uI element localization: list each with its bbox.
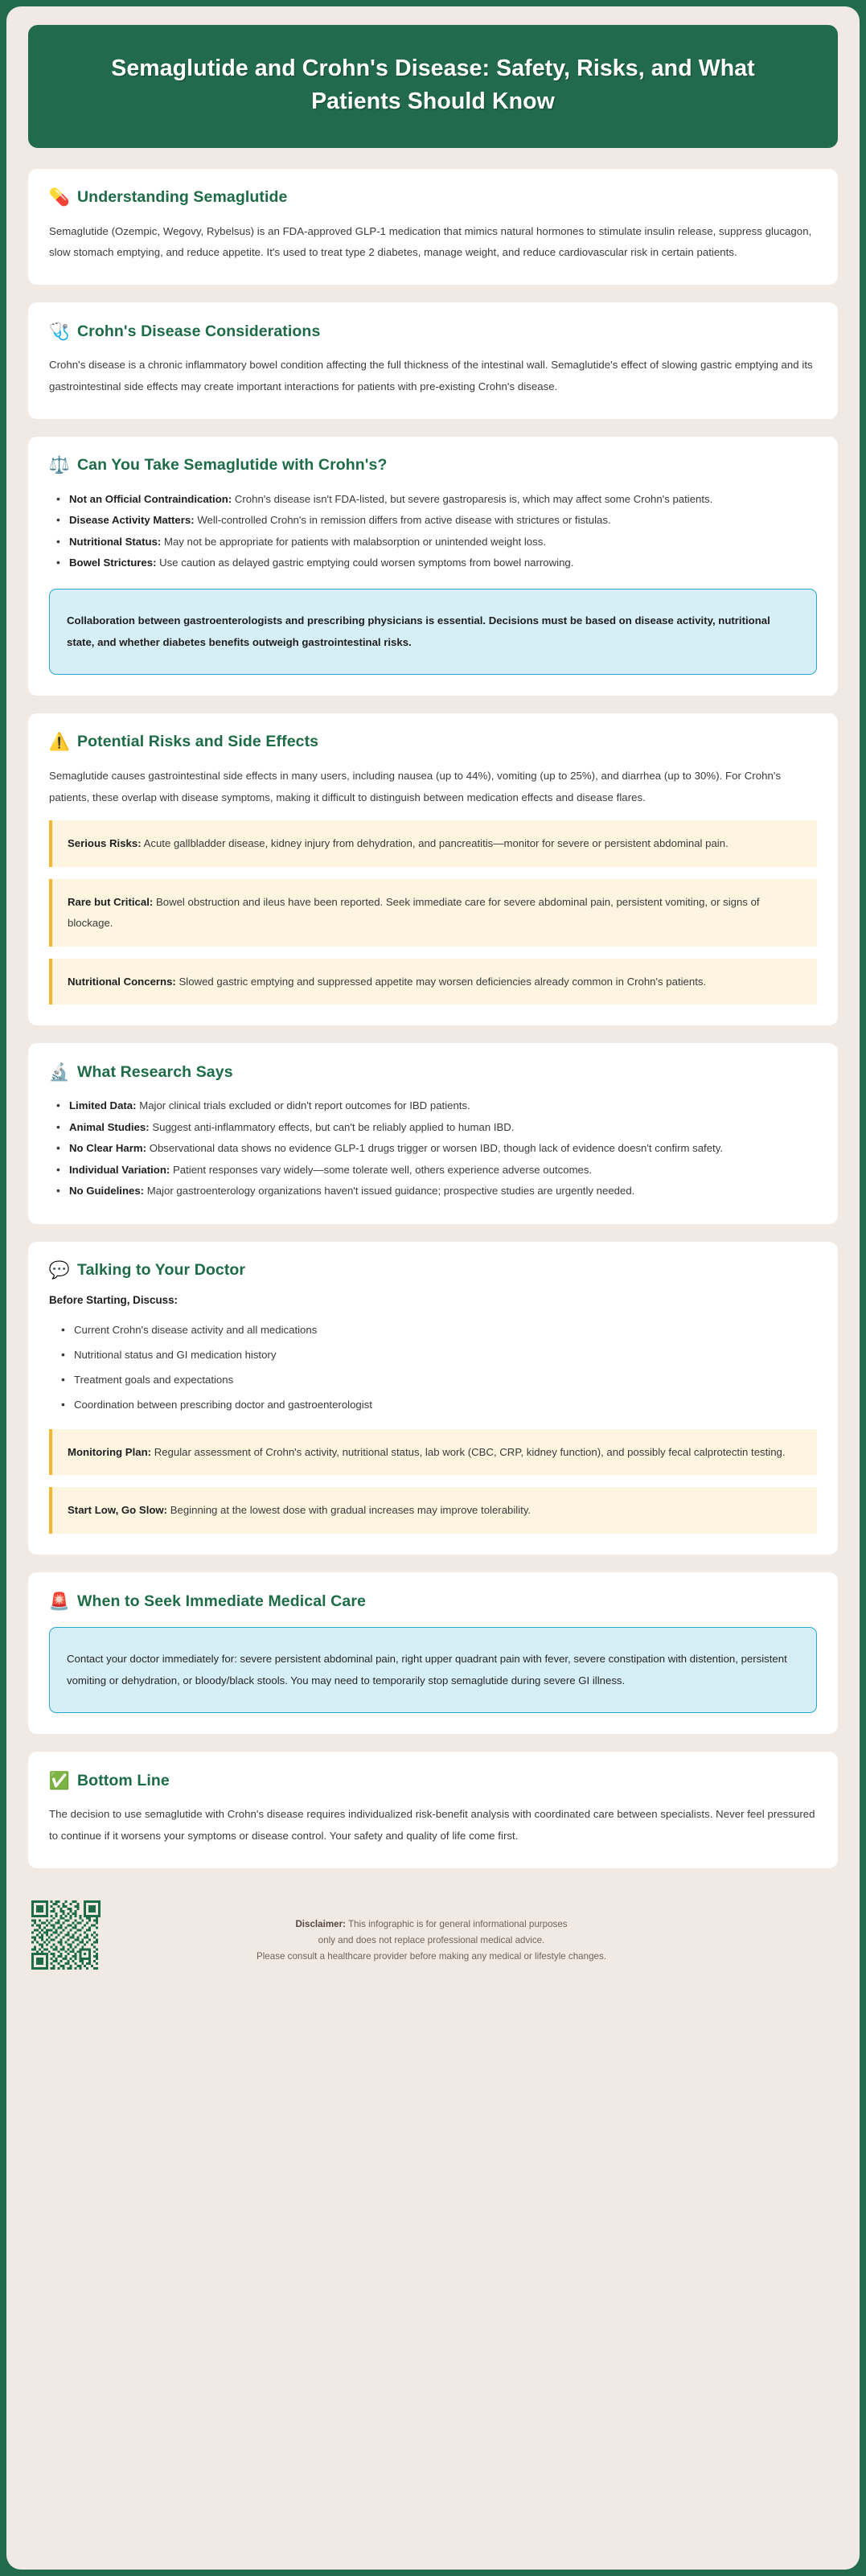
section-title: Understanding Semaglutide (77, 188, 288, 207)
list-item-label: Individual Variation: (69, 1163, 170, 1176)
collaboration-callout: Collaboration between gastroenterologists and prescribing physicians is essential. Decisions must be based on disease activity, nutritional state, and whether diabetes benefits outweigh gastrointestinal risks. (49, 589, 817, 675)
section-bottom-line (28, 1752, 838, 1868)
note-rare-but-critical (49, 879, 817, 946)
section-understanding-semaglutide (28, 169, 838, 286)
disclaimer (101, 1900, 835, 1965)
section-title: Bottom Line (77, 1771, 170, 1789)
disclaimer-line-1: This infographic is for general informational purposes (345, 1918, 568, 1929)
section-title: Crohn's Disease Considerations (77, 322, 321, 340)
section-crohns-considerations (28, 302, 838, 419)
note-label: Serious Risks: (68, 837, 142, 850)
subsection-heading: Before Starting, Discuss: (49, 1293, 178, 1306)
section-can-you-take (28, 437, 838, 696)
note-label: Nutritional Concerns: (68, 975, 176, 988)
section-header (49, 455, 817, 476)
list-item (49, 1181, 817, 1201)
disclaimer-line-3: Please consult a healthcare provider before making any medical or lifestyle changes. (256, 1950, 606, 1962)
section-title: Potential Risks and Side Effects (77, 733, 319, 751)
list-item (49, 510, 817, 530)
list-item: • Coordination between prescribing doctor and gastroenterologist (49, 1392, 817, 1417)
note-label: Start Low, Go Slow: (68, 1504, 168, 1517)
disclaimer-line-2: only and does not replace professional medical advice. (318, 1934, 545, 1945)
header-banner (28, 25, 838, 148)
list-item: • Nutritional status and GI medication history (49, 1342, 817, 1367)
siren-icon: 🚨 (48, 1592, 71, 1611)
bullet-list (49, 489, 817, 573)
section-title: What Research Says (77, 1062, 233, 1081)
list-item (49, 532, 817, 552)
list-item-label: Nutritional Status: (69, 535, 162, 548)
section-body: Crohn's disease is a chronic inflammatory bowel condition affecting the full thickness of the intestinal wall. Semaglutide's effect of slowing gastric emptying and its gastrointestinal side effects may create important interactions for patients with pre-existing Crohn's disease. (49, 359, 813, 393)
list-item: • Treatment goals and expectations (49, 1367, 817, 1392)
note-nutritional-concerns (49, 959, 817, 1005)
bullet-list (49, 1095, 817, 1201)
section-what-research-says (28, 1043, 838, 1223)
list-item: • Current Crohn's disease activity and all medications (49, 1317, 817, 1342)
list-item-text: May not be appropriate for patients with malabsorption or unintended weight loss. (163, 535, 546, 548)
note-text: Slowed gastric emptying and suppressed appetite may worsen deficiencies already common in Crohn's patients. (179, 975, 707, 988)
list-item (49, 1117, 817, 1137)
list-item-label: Limited Data: (69, 1099, 137, 1112)
list-item-text: Observational data shows no evidence GLP-1 drugs trigger or worsen IBD, though lack of evidence doesn't confirm safety. (149, 1142, 723, 1155)
disclaimer-label: Disclaimer: (295, 1918, 346, 1929)
section-title: Talking to Your Doctor (77, 1261, 246, 1280)
list-item-label: Not an Official Contraindication: (69, 492, 232, 505)
section-talking-to-your-doctor (28, 1242, 838, 1555)
speech-bubble-icon: 💬 (48, 1261, 71, 1280)
list-item-text: Well-controlled Crohn's in remission differs from active disease with strictures or fistulas. (197, 514, 611, 527)
pill-icon: 💊 (48, 188, 71, 207)
list-item (49, 553, 817, 573)
footer (28, 1889, 838, 2570)
section-header (49, 1591, 817, 1612)
list-item-text: Major clinical trials excluded or didn't report outcomes for IBD patients. (139, 1099, 470, 1112)
note-monitoring-plan (49, 1429, 817, 1476)
warning-triangle-icon: ⚠️ (48, 733, 71, 752)
note-serious-risks (49, 820, 817, 867)
list-item-label: Disease Activity Matters: (69, 514, 195, 527)
section-header (49, 1062, 817, 1083)
section-title: When to Seek Immediate Medical Care (77, 1592, 366, 1610)
infographic-body (6, 6, 860, 2570)
note-start-low-go-slow (49, 1487, 817, 1534)
stethoscope-icon: 🩺 (48, 322, 71, 341)
list-item-text: Patient responses vary widely—some tolerate well, others experience adverse outcomes. (172, 1163, 593, 1176)
list-item-label: No Guidelines: (69, 1185, 145, 1198)
list-item-label: Bowel Strictures: (69, 557, 157, 569)
green-check-box-icon: ✅ (48, 1771, 71, 1790)
list-item-text: Suggest anti-inflammatory effects, but can't be reliably applied to human IBD. (152, 1120, 515, 1133)
emergency-callout: Contact your doctor immediately for: severe persistent abdominal pain, right upper quadrant pain with fever, severe constipation with distention, persistent vomiting or dehydration, or bloody/black stools. You may need to temporarily stop semaglutide during severe GI illness. (49, 1627, 817, 1713)
note-text: Regular assessment of Crohn's activity, nutritional status, lab work (CBC, CRP, kidney function), and possibly fecal calprotectin testing. (154, 1445, 786, 1458)
list-item-label: Animal Studies: (69, 1120, 150, 1133)
note-text: Acute gallbladder disease, kidney injury from dehydration, and pancreatitis—monitor for severe or persistent abdominal pain. (143, 837, 729, 850)
balance-scale-icon: ⚖️ (48, 456, 71, 475)
microscope-icon: 🔬 (48, 1062, 71, 1082)
section-body: Semaglutide causes gastrointestinal side effects in many users, including nausea (up to 44%), vomiting (up to 25%), and diarrhea (up to 30%). For Crohn's patients, these overlap with disease symptoms, making it difficult to distinguish between medication effects and disease flares. (49, 769, 782, 803)
section-header (49, 187, 817, 208)
section-title: Can You Take Semaglutide with Crohn's? (77, 456, 388, 475)
discussion-list (49, 1317, 817, 1417)
list-item-text: Crohn's disease isn't FDA-listed, but severe gastroparesis is, which may affect some Crohn's patients. (234, 492, 713, 505)
section-header (49, 1770, 817, 1791)
section-body: The decision to use semaglutide with Crohn's disease requires individualized risk-benefit analysis with coordinated care between specialists. Never feel pressured to continue if it worsens your symptoms or disease control. Your safety and quality of life come first. (49, 1808, 815, 1843)
list-item-text: Use caution as delayed gastric emptying could worsen symptoms from bowel narrowing. (159, 557, 574, 569)
section-header (49, 1260, 817, 1281)
qr-code[interactable] (31, 1900, 101, 1970)
section-body: Semaglutide (Ozempic, Wegovy, Rybelsus) is an FDA-approved GLP-1 medication that mimics natural hormones to stimulate insulin release, suppress glucagon, slow stomach emptying, and reduce appetite. It's used to treat type 2 diabetes, manage weight, and reduce cardiovascular risk in certain patients. (49, 224, 812, 259)
list-item (49, 1095, 817, 1115)
note-text: Beginning at the lowest dose with gradual increases may improve tolerability. (170, 1504, 532, 1517)
section-header (49, 321, 817, 342)
list-item-label: No Clear Harm: (69, 1142, 147, 1155)
section-potential-risks (28, 713, 838, 1026)
note-text: Bowel obstruction and ileus have been reported. Seek immediate care for severe abdominal pain, persistent vomiting, or signs of blockage. (68, 896, 760, 929)
page-title: Semaglutide and Crohn's Disease: Safety, Risks, and What Patients Should Know (111, 55, 755, 115)
note-label: Rare but Critical: (68, 896, 154, 909)
section-immediate-medical-care (28, 1572, 838, 1734)
list-item (49, 489, 817, 509)
section-header (49, 732, 817, 753)
list-item (49, 1138, 817, 1158)
list-item (49, 1160, 817, 1180)
note-label: Monitoring Plan: (68, 1445, 152, 1458)
list-item-text: Major gastroenterology organizations haven't issued guidance; prospective studies are urgently needed. (146, 1185, 635, 1198)
